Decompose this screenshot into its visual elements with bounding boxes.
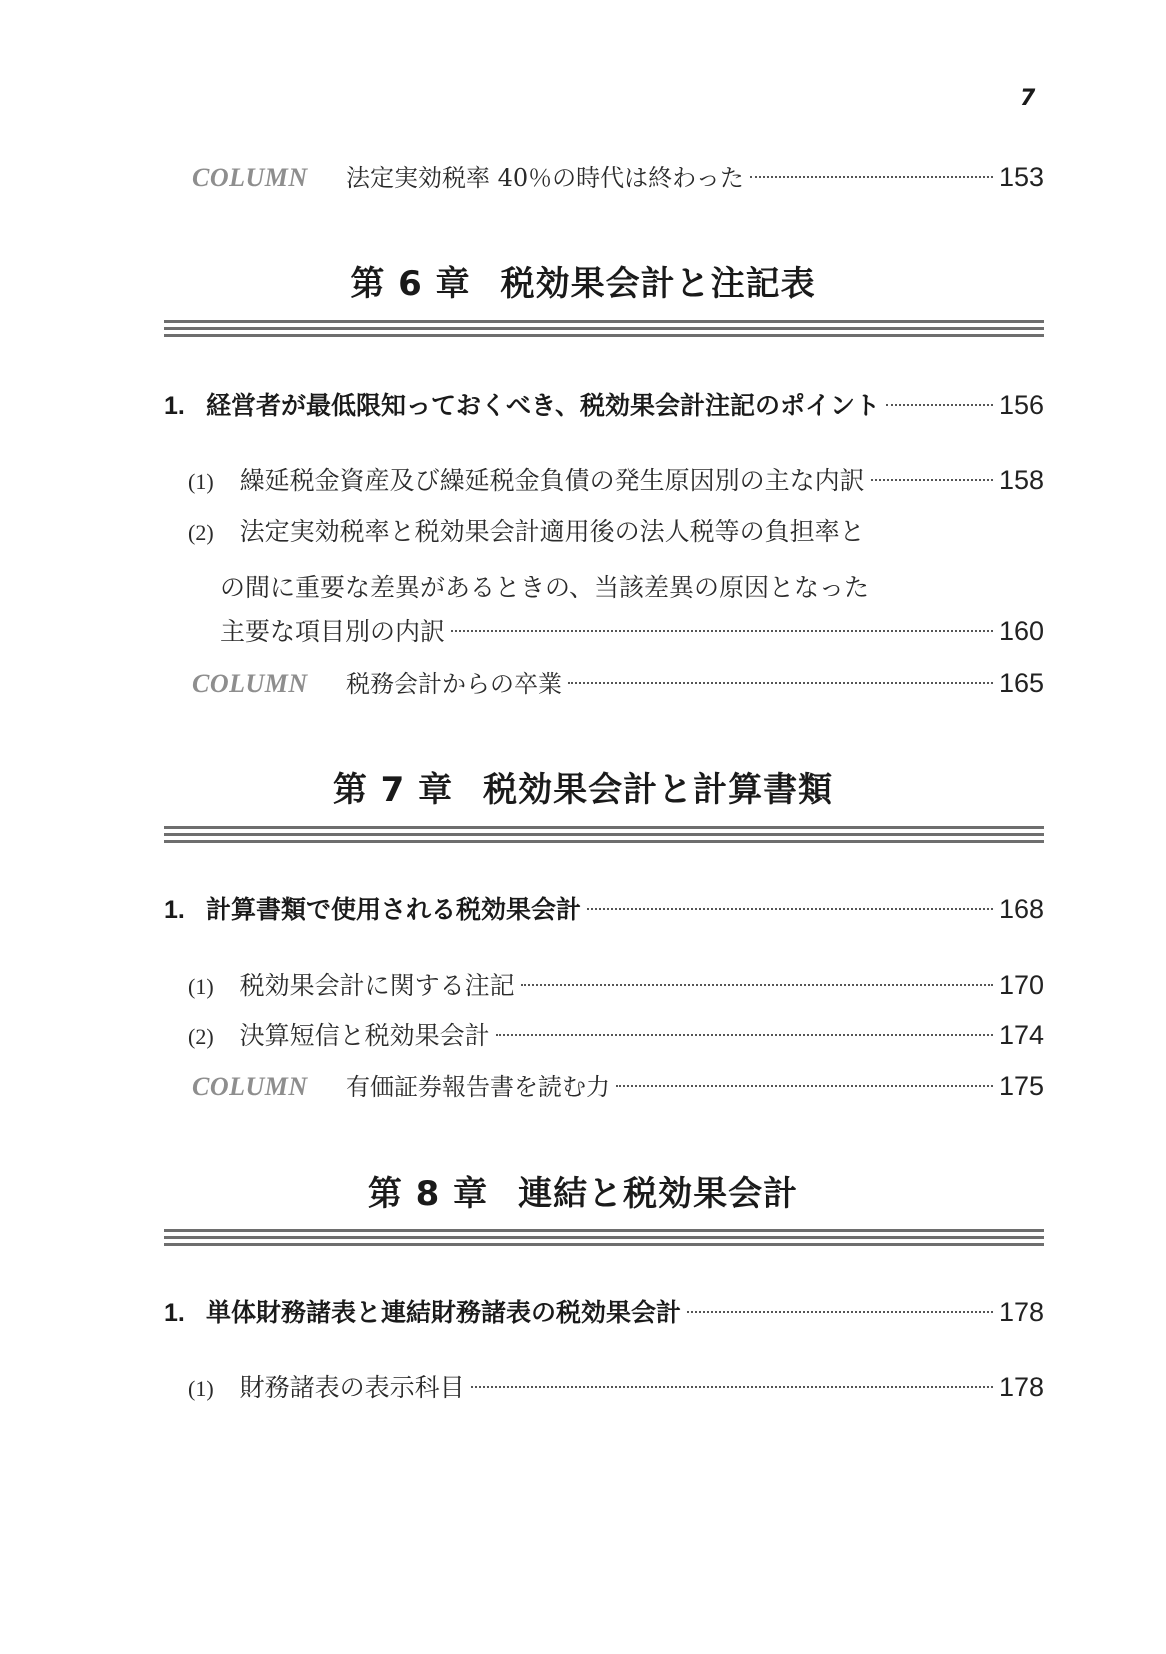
subsection-title: 決算短信と税効果会計 (239, 1021, 490, 1050)
toc-subsection-entry[interactable] (188, 1016, 1044, 1060)
section-number: 1. (164, 1299, 185, 1327)
page-ref: 168 (998, 894, 1044, 924)
subsection-title-line: の間に重要な差異があるときの、当該差異の原因となった (220, 573, 870, 602)
toc-subsection-entry[interactable] (188, 1368, 1044, 1412)
chapter-heading (0, 1166, 1166, 1215)
subsection-number: (2) (188, 1024, 214, 1049)
chapter-label: 第 7 章 (332, 770, 454, 810)
dot-leader (616, 1085, 993, 1087)
dot-leader (451, 630, 993, 632)
page-number: 7 (1020, 86, 1036, 111)
section-number: 1. (164, 896, 185, 924)
chapter-label: 第 8 章 (367, 1174, 489, 1214)
subsection-number: (1) (188, 974, 214, 999)
section-title: 経営者が最低限知っておくべき、税効果会計注記のポイント (206, 391, 881, 420)
page-ref: 174 (998, 1020, 1044, 1050)
toc-section-entry[interactable] (164, 890, 1044, 934)
page-ref: 170 (998, 970, 1044, 1000)
subsection-title: 税効果会計に関する注記 (239, 971, 515, 1000)
dot-leader (521, 984, 993, 986)
dot-leader (496, 1034, 993, 1036)
toc-subsection-entry[interactable] (188, 461, 1044, 505)
dot-leader (471, 1386, 993, 1388)
page-ref: 178 (998, 1297, 1044, 1327)
page-ref: 153 (998, 162, 1044, 192)
page-ref: 156 (998, 390, 1044, 420)
page-ref: 160 (998, 616, 1044, 646)
section-title: 計算書類で使用される税効果会計 (206, 895, 582, 924)
subsection-title-line: 法定実効税率と税効果会計適用後の法人税等の負担率と (239, 517, 865, 546)
toc-column-entry[interactable] (192, 1067, 1044, 1111)
dot-leader (886, 404, 993, 406)
page-ref: 165 (998, 668, 1044, 698)
page-ref: 178 (998, 1372, 1044, 1402)
chapter-rule (164, 1229, 1044, 1251)
toc-section-entry[interactable] (164, 1293, 1044, 1337)
subsection-number: (1) (188, 1376, 214, 1401)
subsection-number: (2) (188, 520, 214, 545)
chapter-rule (164, 826, 1044, 848)
column-title: 税務会計からの卒業 (346, 670, 562, 698)
dot-leader (687, 1311, 993, 1313)
section-number: 1. (164, 392, 185, 420)
toc-subsection-entry[interactable] (188, 512, 1044, 556)
chapter-heading (0, 256, 1166, 305)
chapter-title: 税効果会計と計算書類 (483, 770, 834, 810)
page-ref: 175 (998, 1071, 1044, 1101)
toc-section-entry[interactable] (164, 386, 1044, 430)
section-title: 単体財務諸表と連結財務諸表の税効果会計 (206, 1298, 682, 1327)
toc-column-entry[interactable] (192, 664, 1044, 708)
chapter-label: 第 6 章 (350, 264, 471, 304)
column-tag: COLUMN (192, 163, 308, 192)
toc-subsection-entry[interactable] (188, 966, 1044, 1010)
chapter-rule (164, 320, 1044, 342)
dot-leader (587, 908, 993, 910)
dot-leader (750, 176, 993, 178)
column-tag: COLUMN (192, 1072, 308, 1101)
chapter-heading (0, 762, 1166, 811)
column-title: 有価証券報告書を読む力 (346, 1073, 610, 1101)
toc-subsection-entry[interactable] (220, 612, 1044, 656)
column-tag: COLUMN (192, 669, 308, 698)
chapter-title: 連結と税効果会計 (518, 1174, 799, 1214)
dot-leader (568, 682, 993, 684)
page-ref: 158 (998, 465, 1044, 495)
subsection-title: 繰延税金資産及び繰延税金負債の発生原因別の主な内訳 (239, 466, 865, 495)
subsection-title: 財務諸表の表示科目 (239, 1373, 465, 1402)
chapter-title: 税効果会計と注記表 (500, 264, 816, 304)
column-title: 法定実効税率 40％の時代は終わった (346, 164, 744, 192)
toc-column-entry[interactable] (192, 158, 1044, 202)
subsection-number: (1) (188, 469, 214, 494)
subsection-title-line: 主要な項目別の内訳 (220, 617, 446, 646)
dot-leader (871, 479, 993, 481)
